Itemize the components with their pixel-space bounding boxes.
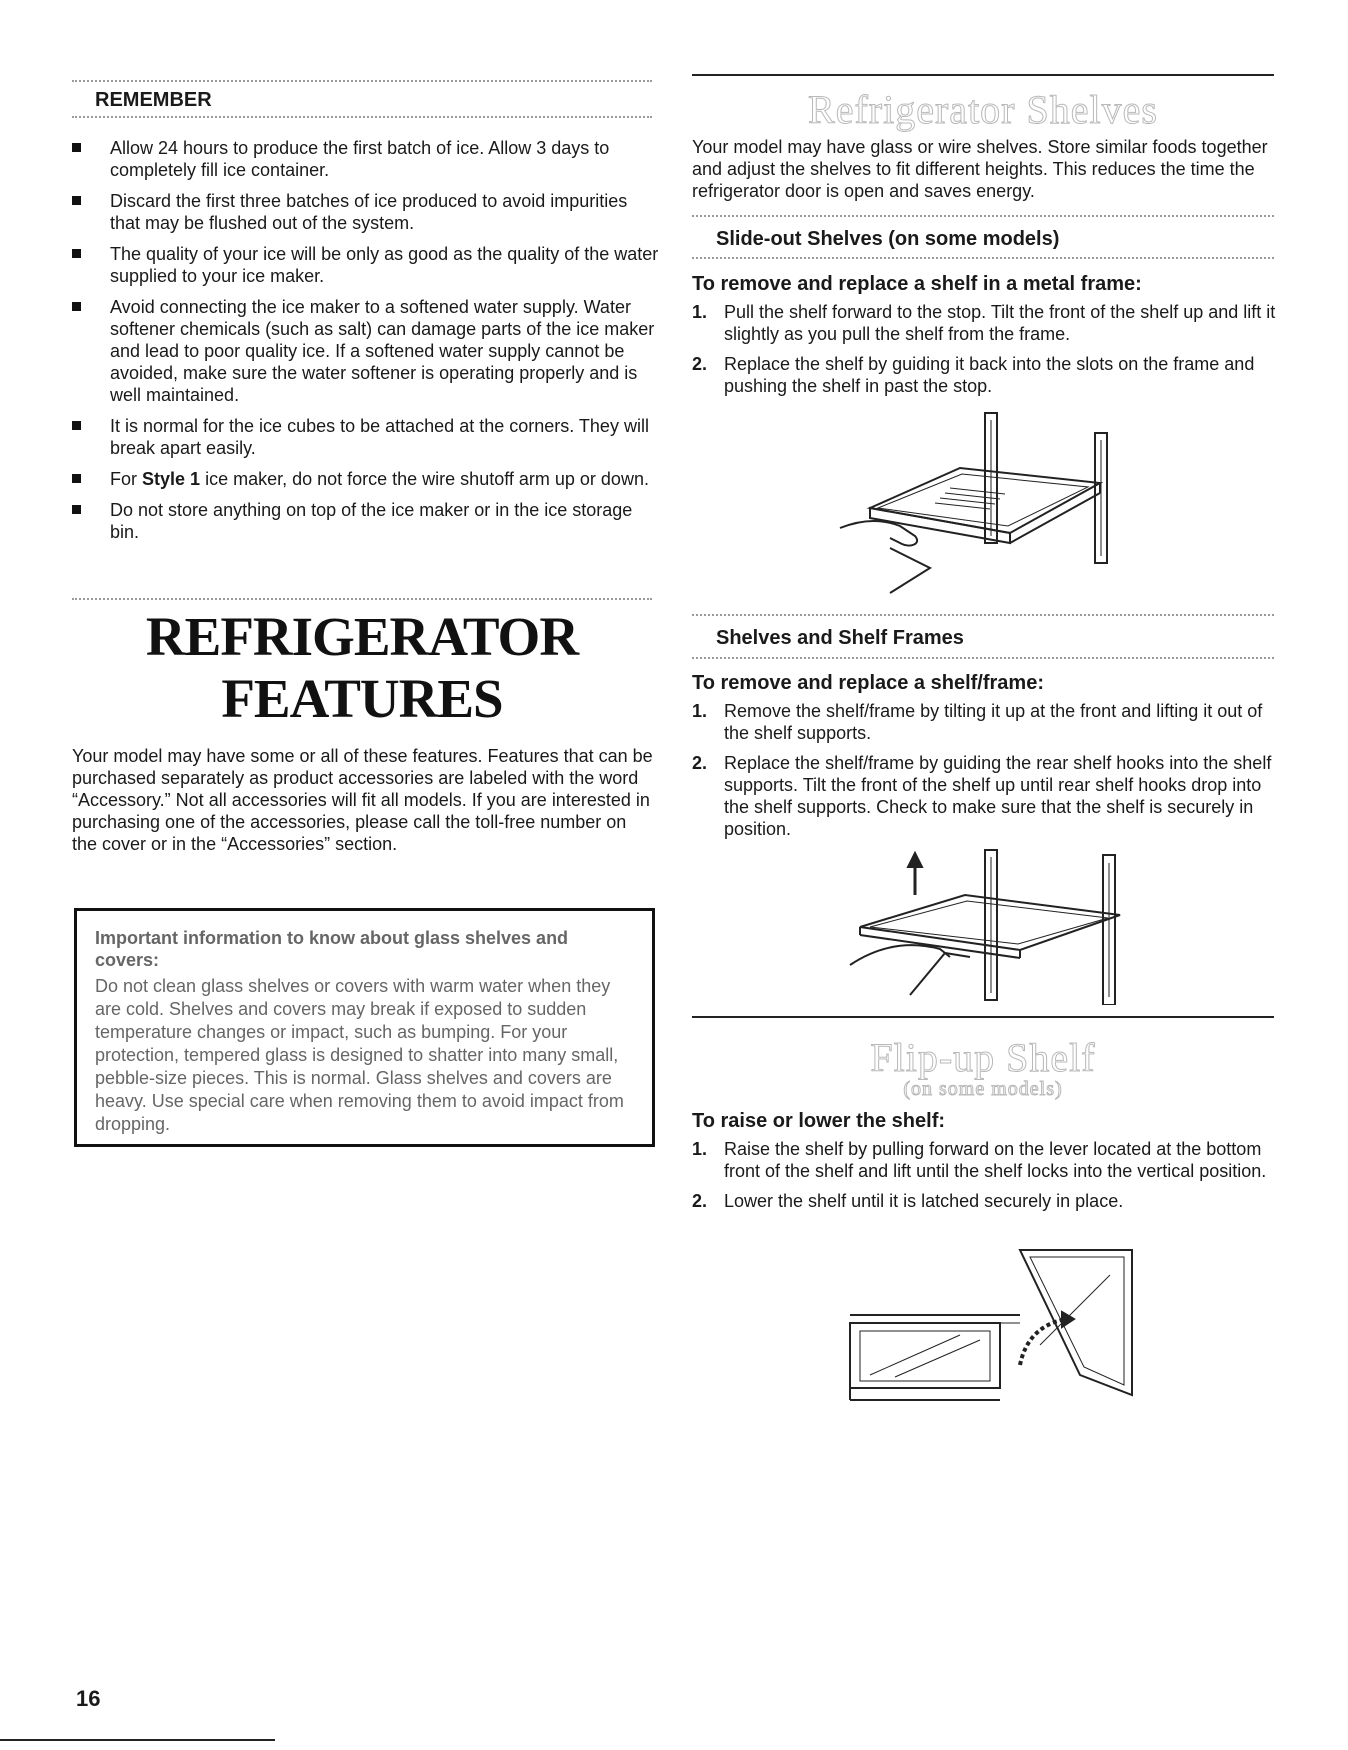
flipup-subtitle: (on some models) — [903, 1078, 1063, 1100]
list-item: Avoid connecting the ice maker to a softened water supply. Water softener chemicals (such as salt) can damage parts of the ice maker and lead to poor quality ice. If a softened water supply cannot be avoided, make sure the water softener is operating properly and is well maintained. — [72, 296, 662, 406]
slideout-steps — [692, 301, 1276, 405]
list-item: Discard the first three batches of ice produced to avoid impurities that may be flushed out of the system. — [72, 190, 662, 234]
shelves-intro: Your model may have glass or wire shelves. Store similar foods together and adjust the shelves to fit different heights. This reduces the time the refrigerator door is open and saves energy. — [692, 137, 1268, 201]
footer-rule — [0, 1739, 275, 1741]
bullet-icon — [72, 302, 81, 311]
bullet-icon — [72, 196, 81, 205]
flipup-subheading: To raise or lower the shelf: — [692, 1110, 946, 1132]
frames-heading: Shelves and Shelf Frames — [716, 627, 964, 649]
list-item: 1. Raise the shelf by pulling forward on the lever located at the bottom front of the shelf and lift until the shelf locks into the vertical position. — [692, 1139, 1267, 1181]
features-intro: Your model may have some or all of these features. Features that can be purchased separately as product accessories are labeled with the word “Accessory.” Not all accessories will fit all models. If you are interested in purchasing one of the accessories, please call the toll-free number on the cover or in the “Accessories” section. — [72, 746, 653, 854]
note-body: Do not clean glass shelves or covers with warm water when they are cold. Shelves and covers may break if exposed to sudden temperature changes or impact, such as bumping. For your protection, tempered glass is designed to shatter into many small, pebble-size pieces. This is normal. Glass shelves and covers are heavy. Use special care when removing them to avoid impact from dropping. — [95, 976, 624, 1134]
list-item: The quality of your ice will be only as good as the quality of the water supplied to your ice maker. — [72, 243, 662, 287]
flipup-top-rule — [692, 1016, 1274, 1018]
note-title: Important information to know about glass shelves and covers: — [95, 928, 569, 970]
list-item: Do not store anything on top of the ice maker or in the ice storage bin. — [72, 499, 662, 543]
slideout-bottom-divider — [692, 257, 1274, 259]
list-item: 1. Remove the shelf/frame by tilting it up at the front and lifting it out of the shelf supports. — [692, 701, 1263, 743]
slideout-subheading: To remove and replace a shelf in a metal frame: — [692, 273, 1142, 295]
slideout-shelf-illustration — [830, 408, 1130, 608]
list-item: For Style 1 ice maker, do not force the wire shutoff arm up or down. — [72, 468, 662, 490]
page-number: 16 — [76, 1686, 101, 1711]
features-title — [72, 606, 652, 730]
features-title-line1: REFRIGERATOR — [145, 606, 579, 667]
glass-shelves-note-box — [74, 908, 655, 1147]
flipup-title: Flip-up Shelf — [870, 1035, 1096, 1080]
list-item: Allow 24 hours to produce the first batch of ice. Allow 3 days to completely fill ice container. — [72, 137, 662, 181]
shelf-frame-illustration — [830, 845, 1150, 1005]
list-item: 2. Replace the shelf by guiding it back into the slots on the frame and pushing the shelf in past the stop. — [692, 354, 1255, 396]
bullet-icon — [72, 421, 81, 430]
flipup-shelf-illustration — [840, 1245, 1140, 1405]
features-title-line2: FEATURES — [221, 668, 503, 729]
remember-heading-divider — [72, 116, 652, 118]
list-item: 2. Replace the shelf/frame by guiding the rear shelf hooks into the shelf supports. Tilt the front of the shelf up until rear shelf hooks drop into the shelf supports. Check to make sure that the shelf is securely in position. — [692, 753, 1272, 839]
frames-bottom-divider — [692, 657, 1274, 659]
remember-heading: REMEMBER — [95, 89, 212, 111]
slideout-top-divider — [692, 215, 1274, 217]
flipup-steps — [692, 1138, 1276, 1220]
bullet-icon — [72, 249, 81, 258]
bullet-icon — [72, 143, 81, 152]
frames-subheading: To remove and replace a shelf/frame: — [692, 672, 1044, 694]
frames-steps — [692, 700, 1276, 848]
shelves-top-rule — [692, 74, 1274, 76]
slideout-heading: Slide-out Shelves (on some models) — [716, 228, 1060, 250]
remember-top-divider — [72, 80, 652, 82]
list-item: It is normal for the ice cubes to be attached at the corners. They will break apart easily. — [72, 415, 662, 459]
list-item: 1. Pull the shelf forward to the stop. Tilt the front of the shelf up and lift it slightly as you pull the shelf from the frame. — [692, 302, 1276, 344]
refrigerator-shelves-title: Refrigerator Shelves — [808, 87, 1158, 132]
list-item: 2. Lower the shelf until it is latched securely in place. — [692, 1191, 1124, 1211]
bullet-icon — [72, 474, 81, 483]
remember-list — [72, 137, 662, 552]
frames-top-divider — [692, 614, 1274, 616]
bullet-icon — [72, 505, 81, 514]
remember-bottom-divider — [72, 598, 652, 600]
